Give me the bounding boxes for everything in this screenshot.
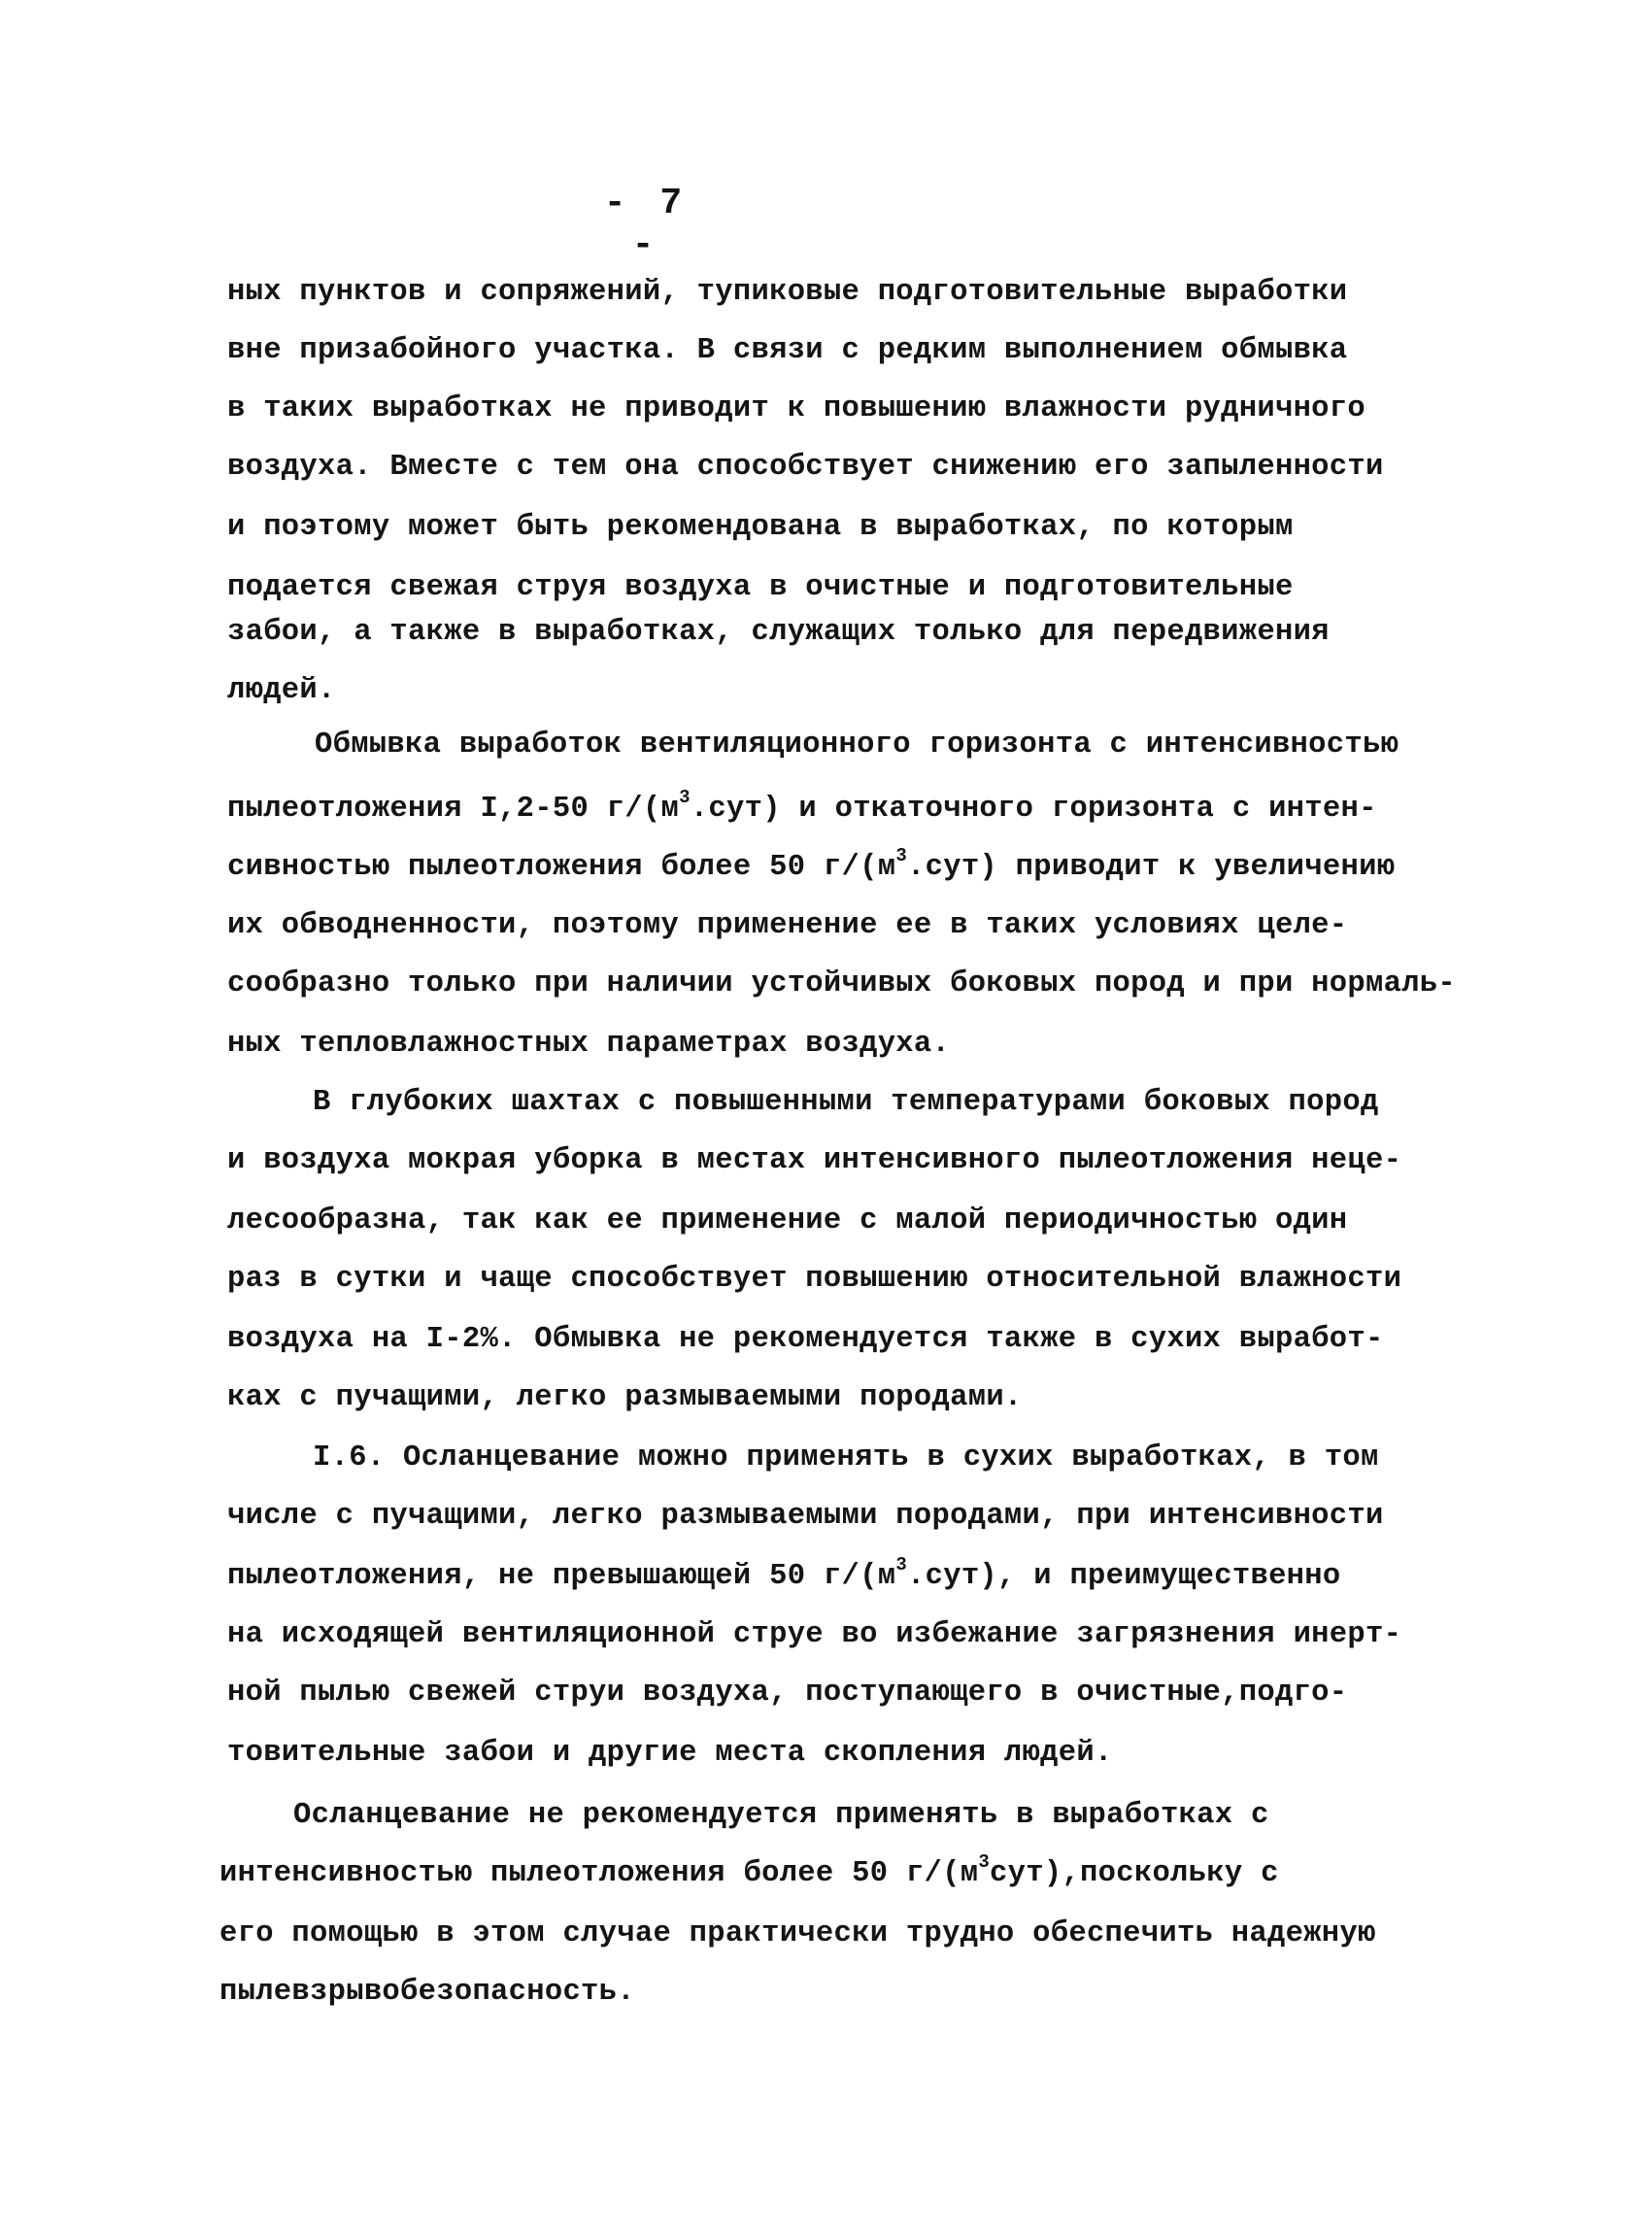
text-line: воздуха. Вместе с тем она способствует снижению его запыленности [227,451,1384,484]
text-line: Осланцевание не рекомендуется применять в выработках с [293,1799,1269,1832]
text-line: его помощью в этом случае практически трудно обеспечить надежную [219,1917,1376,1950]
superscript: 3 [679,787,691,808]
text-line: ках с пучащими, легко размываемыми породами. [227,1381,1023,1414]
text-line: ной пылью свежей струи воздуха, поступающего в очистные,подго- [227,1677,1348,1710]
text-line: Обмывка выработок вентиляционного горизонта с интенсивностью [315,729,1399,762]
text-line: пылеотложения, не превышающей 50 $г/(м^3.сут)$, и преимущественно [227,1554,1341,1593]
text-line: на исходящей вентиляционной струе во избежание загрязнения инерт- [227,1618,1402,1651]
text-line: сивностью пылеотложения более 50 $г/(м^3.сут)$ приводит к увеличению [227,845,1396,884]
text-line: ных тепловлажностных параметрах воздуха. [227,1028,951,1061]
text-line: и поэтому может быть рекомендована в выработках, по которым [227,511,1294,544]
text-line: подается свежая струя воздуха в очистные и подготовительные [227,571,1294,604]
text-line: людей. [227,674,336,707]
text-line: товительные забои и другие места скопления людей. [227,1737,1113,1770]
text-line: ных пунктов и сопряжений, тупиковые подготовительные выработки [227,276,1348,309]
text-line: забои, а также в выработках, служащих только для передвижения [227,616,1330,649]
text-line: интенсивностью пылеотложения более 50 $г/(м^3сут),поскольку$ с [219,1851,1279,1890]
text-line: воздуха на I-2%. Обмывка не рекомендуется также в сухих выработ- [227,1323,1384,1356]
superscript: 3 [978,1851,991,1873]
page-number: - 7 - [603,183,689,266]
text-line: раз в сутки и чаще способствует повышению относительной влажности [227,1263,1402,1296]
text-line: числе с пучащими, легко размываемыми породами, при интенсивности [227,1500,1384,1533]
text-line: I.6. Осланцевание можно применять в сухих выработках, в том [313,1441,1379,1474]
text-line: В глубоких шахтах с повышенными температурами боковых пород [313,1086,1379,1119]
text-line: пылеотложения I,2-50 $г/(м^3.сут)$ и откаточного горизонта с интен- [227,787,1377,826]
superscript: 3 [895,845,908,866]
superscript: 3 [895,1554,908,1576]
text-line: их обводненности, поэтому применение ее в таких условиях целе- [227,909,1348,942]
text-line: лесообразна, так как ее применение с малой периодичностью один [227,1204,1348,1237]
text-line: в таких выработках не приводит к повышению влажности рудничного [227,392,1365,425]
text-line: вне призабойного участка. В связи с редким выполнением обмывка [227,334,1348,367]
text-line: и воздуха мокрая уборка в местах интенсивного пылеотложения неце- [227,1144,1402,1177]
text-line: пылевзрывобезопасность. [219,1976,635,2009]
text-line: сообразно только при наличии устойчивых боковых пород и при нормаль- [227,967,1457,1000]
